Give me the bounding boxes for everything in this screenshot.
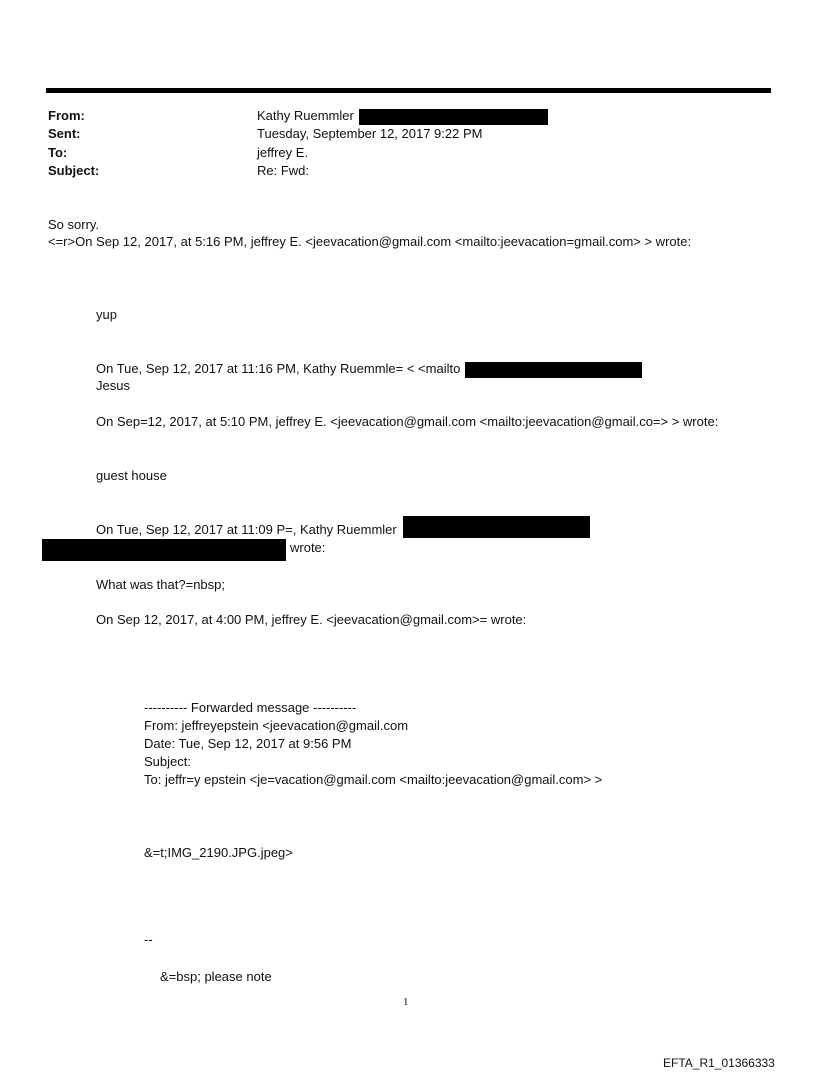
from-label: From:: [48, 108, 85, 123]
body-line: What was that?=nbsp;: [96, 577, 225, 592]
forward-header: ---------- Forwarded message ----------: [144, 700, 357, 715]
attachment-reference: &=t;IMG_2190.JPG.jpeg>: [144, 845, 293, 860]
subject-value: Re: Fwd:: [257, 163, 310, 178]
body-line: guest house: [96, 468, 167, 483]
redaction-email: [403, 516, 590, 538]
body-line: yup: [96, 307, 117, 322]
signature-separator: --: [144, 932, 153, 947]
forward-from: From: jeffreyepstein <jeevacation@gmail.com: [144, 718, 409, 733]
to-value: jeffrey E.: [257, 145, 309, 160]
redaction-email: [42, 539, 286, 561]
body-line: Jesus: [96, 378, 130, 393]
quote-header: On Tue, Sep 12, 2017 at 11:09 P=, Kathy Ruemmler: [96, 522, 397, 537]
sent-label: Sent:: [48, 126, 81, 141]
quote-header: On Sep 12, 2017, at 4:00 PM, jeffrey E. <jeevacation@gmail.com>= wrote:: [96, 612, 527, 627]
body-line: &=bsp; please note: [160, 969, 272, 984]
quote-header: On Sep=12, 2017, at 5:10 PM, jeffrey E. <jeevacation@gmail.com <mailto:jeevacation@gmail.co=> > wrote:: [96, 414, 719, 429]
body-line: wrote:: [290, 540, 326, 555]
body-line: So sorry.: [48, 217, 100, 232]
to-label: To:: [48, 145, 68, 160]
redaction-email: [465, 362, 642, 378]
quote-header: <=r>On Sep 12, 2017, at 5:16 PM, jeffrey E. <jeevacation@gmail.com <mailto:jeevacation=gmail.com> > wrote:: [48, 234, 692, 249]
from-value: Kathy Ruemmler: [257, 108, 354, 123]
forward-date: Date: Tue, Sep 12, 2017 at 9:56 PM: [144, 736, 352, 751]
forward-to: To: jeffr=y epstein <je=vacation@gmail.com <mailto:jeevacation@gmail.com> >: [144, 772, 603, 787]
quote-header: On Tue, Sep 12, 2017 at 11:16 PM, Kathy Ruemmle= < <mailto: [96, 361, 461, 376]
page-number: 1: [403, 996, 409, 1008]
header-rule: [46, 88, 771, 93]
document-id: EFTA_R1_01366333: [663, 1056, 775, 1070]
subject-label: Subject:: [48, 163, 100, 178]
sent-value: Tuesday, September 12, 2017 9:22 PM: [257, 126, 483, 141]
redaction-from-email: [359, 109, 548, 125]
forward-subject: Subject:: [144, 754, 191, 769]
